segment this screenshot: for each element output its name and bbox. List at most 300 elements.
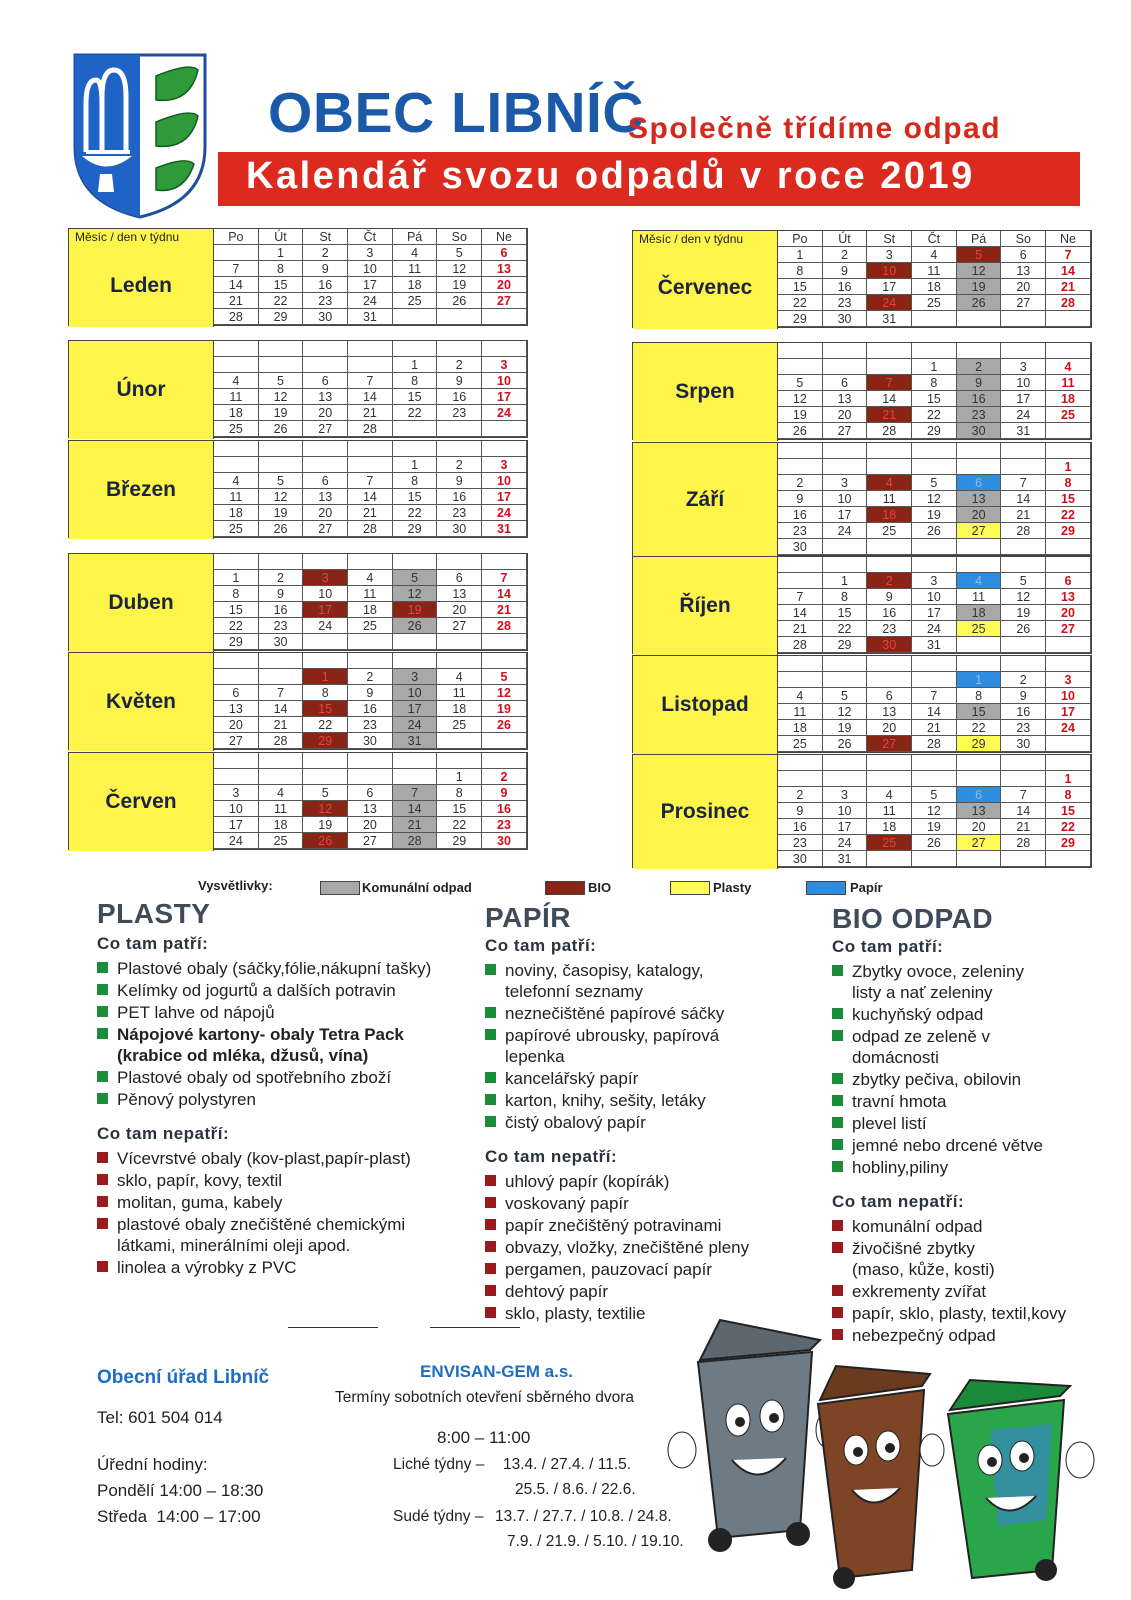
week-row bbox=[778, 247, 1091, 263]
day-cell: 11 bbox=[1046, 375, 1091, 391]
day-cell: 16 bbox=[259, 602, 304, 618]
day-cell: 25 bbox=[1046, 407, 1091, 423]
list-item: nebezpečný odpad bbox=[832, 1325, 1087, 1346]
day-cell: 18 bbox=[1046, 391, 1091, 407]
day-cell bbox=[957, 637, 1002, 653]
weekday-header: Út bbox=[259, 229, 304, 245]
week-row bbox=[778, 720, 1091, 736]
day-cell: 28 bbox=[1001, 835, 1046, 851]
day-cell bbox=[214, 341, 259, 357]
month-name: Květen bbox=[69, 653, 214, 751]
day-cell: 25 bbox=[867, 523, 912, 539]
day-cell: 25 bbox=[259, 833, 304, 849]
day-cell: 18 bbox=[867, 819, 912, 835]
day-cell: 1 bbox=[437, 769, 482, 785]
day-cell: 14 bbox=[778, 605, 823, 621]
month-calendar bbox=[68, 340, 528, 438]
day-cell: 17 bbox=[867, 279, 912, 295]
day-cell: 5 bbox=[259, 473, 304, 489]
day-cell: 19 bbox=[259, 405, 304, 421]
day-cell: 15 bbox=[912, 391, 957, 407]
day-cell: 10 bbox=[912, 589, 957, 605]
day-cell: 9 bbox=[348, 685, 393, 701]
day-cell: 25 bbox=[214, 521, 259, 537]
day-cell: 22 bbox=[259, 293, 304, 309]
day-cell: 4 bbox=[778, 688, 823, 704]
week-row bbox=[778, 375, 1091, 391]
day-cell: 12 bbox=[259, 389, 304, 405]
day-cell bbox=[482, 309, 527, 325]
month-name: Říjen bbox=[633, 557, 778, 655]
list-item: PET lahve od nápojů bbox=[97, 1002, 467, 1023]
calendar-header-row bbox=[633, 231, 1091, 247]
week-row bbox=[778, 459, 1091, 475]
day-cell bbox=[823, 539, 868, 555]
day-cell: 16 bbox=[437, 389, 482, 405]
day-cell bbox=[823, 672, 868, 688]
day-cell: 6 bbox=[823, 375, 868, 391]
day-cell: 14 bbox=[1046, 263, 1091, 279]
day-cell: 30 bbox=[259, 634, 304, 650]
list-item: hobliny,piliny bbox=[832, 1157, 1047, 1178]
day-cell bbox=[867, 443, 912, 459]
week-row bbox=[778, 407, 1091, 423]
day-cell: 27 bbox=[957, 835, 1002, 851]
day-cell: 27 bbox=[1001, 295, 1046, 311]
day-cell: 13 bbox=[482, 261, 527, 277]
day-cell: 12 bbox=[393, 586, 438, 602]
day-cell: 22 bbox=[214, 618, 259, 634]
month-name: Srpen bbox=[633, 343, 778, 441]
day-grid bbox=[778, 755, 1091, 867]
day-cell: 31 bbox=[912, 637, 957, 653]
day-cell: 8 bbox=[393, 473, 438, 489]
day-cell: 22 bbox=[778, 295, 823, 311]
day-cell: 29 bbox=[437, 833, 482, 849]
day-cell bbox=[214, 753, 259, 769]
day-cell: 7 bbox=[214, 261, 259, 277]
day-cell: 26 bbox=[437, 293, 482, 309]
week-row bbox=[214, 489, 527, 505]
day-cell: 31 bbox=[482, 521, 527, 537]
day-cell bbox=[957, 851, 1002, 867]
day-cell bbox=[393, 769, 438, 785]
day-cell: 4 bbox=[437, 669, 482, 685]
day-cell: 20 bbox=[823, 407, 868, 423]
month-calendar bbox=[632, 556, 1092, 654]
day-cell bbox=[259, 441, 304, 457]
day-cell: 6 bbox=[1001, 247, 1046, 263]
week-row bbox=[778, 391, 1091, 407]
day-cell: 11 bbox=[867, 491, 912, 507]
day-cell bbox=[214, 769, 259, 785]
day-cell: 14 bbox=[348, 389, 393, 405]
day-cell bbox=[482, 634, 527, 650]
office-name: Obecní úřad Libníč bbox=[97, 1367, 270, 1388]
day-cell: 5 bbox=[393, 570, 438, 586]
day-cell: 3 bbox=[823, 475, 868, 491]
day-cell bbox=[957, 771, 1002, 787]
day-cell: 9 bbox=[867, 589, 912, 605]
bio-section bbox=[832, 903, 1092, 1347]
week-row bbox=[214, 801, 527, 817]
calendar-subtitle: Kalendář svozu odpadů v roce 2019 bbox=[246, 155, 975, 197]
day-cell: 30 bbox=[437, 521, 482, 537]
week-row bbox=[778, 311, 1091, 327]
day-cell: 1 bbox=[823, 573, 868, 589]
list-item: molitan, guma, kabely bbox=[97, 1192, 467, 1213]
day-cell: 30 bbox=[778, 851, 823, 867]
day-cell: 28 bbox=[348, 521, 393, 537]
week-row bbox=[214, 717, 527, 733]
month-name: Listopad bbox=[633, 656, 778, 754]
week-row bbox=[214, 293, 527, 309]
day-cell: 16 bbox=[778, 819, 823, 835]
day-cell: 14 bbox=[1001, 803, 1046, 819]
day-cell: 1 bbox=[778, 247, 823, 263]
day-cell bbox=[1046, 736, 1091, 752]
day-cell: 1 bbox=[912, 359, 957, 375]
day-cell: 4 bbox=[912, 247, 957, 263]
week-row bbox=[214, 701, 527, 717]
day-cell: 2 bbox=[778, 475, 823, 491]
day-cell: 3 bbox=[1046, 672, 1091, 688]
day-cell bbox=[912, 755, 957, 771]
day-grid bbox=[214, 341, 527, 437]
day-cell: 25 bbox=[957, 621, 1002, 637]
week-row bbox=[214, 769, 527, 785]
legend-komunalni-swatch bbox=[320, 881, 360, 895]
list-item: sklo, plasty, textilie bbox=[485, 1303, 785, 1324]
list-item: jemné nebo drcené větve bbox=[832, 1135, 1047, 1156]
day-cell bbox=[957, 443, 1002, 459]
list-item: Nápojové kartony- obaly Tetra Pack (krabice od mléka, džusů, vína) bbox=[97, 1024, 467, 1066]
day-cell bbox=[1046, 423, 1091, 439]
day-cell bbox=[778, 443, 823, 459]
legend-title: Vysvětlivky: bbox=[198, 878, 273, 893]
day-cell bbox=[1046, 656, 1091, 672]
week-row bbox=[214, 405, 527, 421]
day-cell: 25 bbox=[348, 618, 393, 634]
week-row bbox=[778, 621, 1091, 637]
day-cell: 10 bbox=[482, 473, 527, 489]
day-cell: 23 bbox=[259, 618, 304, 634]
day-cell: 19 bbox=[912, 819, 957, 835]
day-cell bbox=[1001, 343, 1046, 359]
week-row bbox=[214, 685, 527, 701]
day-cell: 26 bbox=[259, 521, 304, 537]
day-cell: 12 bbox=[303, 801, 348, 817]
day-cell bbox=[1001, 459, 1046, 475]
day-cell: 29 bbox=[912, 423, 957, 439]
weekday-header: Pá bbox=[393, 229, 438, 245]
day-cell bbox=[1046, 443, 1091, 459]
day-cell: 14 bbox=[214, 277, 259, 293]
legend-papir-label: Papír bbox=[850, 880, 883, 895]
day-cell: 15 bbox=[259, 277, 304, 293]
list-item: Plastové obaly (sáčky,fólie,nákupní tašky) bbox=[97, 958, 467, 979]
day-cell: 24 bbox=[1001, 407, 1046, 423]
week-row bbox=[778, 573, 1091, 589]
month-calendar bbox=[68, 440, 528, 538]
day-cell: 4 bbox=[348, 570, 393, 586]
day-cell: 24 bbox=[482, 505, 527, 521]
day-cell: 6 bbox=[1046, 573, 1091, 589]
day-cell bbox=[823, 359, 868, 375]
week-row bbox=[778, 688, 1091, 704]
day-cell bbox=[957, 755, 1002, 771]
day-cell: 13 bbox=[957, 491, 1002, 507]
list-item: uhlový papír (kopírák) bbox=[485, 1171, 785, 1192]
legend-papir-swatch bbox=[806, 881, 846, 895]
day-cell: 28 bbox=[1001, 523, 1046, 539]
day-cell: 22 bbox=[912, 407, 957, 423]
day-cell: 5 bbox=[778, 375, 823, 391]
day-cell bbox=[823, 343, 868, 359]
day-cell: 15 bbox=[1046, 491, 1091, 507]
day-cell: 1 bbox=[1046, 459, 1091, 475]
waste-bins-mascot-icon bbox=[660, 1300, 1100, 1590]
day-cell bbox=[437, 554, 482, 570]
week-row bbox=[214, 634, 527, 650]
list-item: zbytky pečiva, obilovin bbox=[832, 1069, 1047, 1090]
day-cell: 26 bbox=[912, 835, 957, 851]
day-cell: 28 bbox=[393, 833, 438, 849]
week-row bbox=[778, 771, 1091, 787]
papir-yes-title: Co tam patří: bbox=[485, 936, 597, 955]
day-cell: 5 bbox=[823, 688, 868, 704]
day-cell: 22 bbox=[823, 621, 868, 637]
day-grid bbox=[214, 653, 527, 749]
month-calendar bbox=[68, 228, 528, 326]
day-cell bbox=[1046, 343, 1091, 359]
day-cell: 3 bbox=[214, 785, 259, 801]
day-cell bbox=[1001, 539, 1046, 555]
day-cell: 11 bbox=[437, 685, 482, 701]
week-row bbox=[214, 817, 527, 833]
day-cell: 30 bbox=[348, 733, 393, 749]
day-cell: 3 bbox=[823, 787, 868, 803]
day-cell: 8 bbox=[912, 375, 957, 391]
day-cell bbox=[214, 653, 259, 669]
day-cell bbox=[348, 341, 393, 357]
day-cell bbox=[1001, 311, 1046, 327]
day-cell bbox=[303, 554, 348, 570]
day-cell: 6 bbox=[957, 787, 1002, 803]
day-cell: 29 bbox=[823, 637, 868, 653]
week-row bbox=[778, 589, 1091, 605]
day-cell: 17 bbox=[482, 489, 527, 505]
day-cell: 26 bbox=[957, 295, 1002, 311]
divider bbox=[430, 1327, 520, 1328]
list-item: Pěnový polystyren bbox=[97, 1089, 467, 1110]
day-cell: 18 bbox=[912, 279, 957, 295]
day-cell bbox=[482, 753, 527, 769]
day-cell: 29 bbox=[957, 736, 1002, 752]
list-item: linolea a výrobky z PVC bbox=[97, 1257, 467, 1278]
day-cell bbox=[778, 573, 823, 589]
day-cell: 26 bbox=[912, 523, 957, 539]
day-cell: 1 bbox=[1046, 771, 1091, 787]
municipal-coat-of-arms-icon bbox=[72, 52, 208, 220]
bio-yes-list bbox=[832, 961, 1047, 1178]
day-cell: 26 bbox=[303, 833, 348, 849]
day-cell: 23 bbox=[778, 523, 823, 539]
day-cell: 30 bbox=[778, 539, 823, 555]
day-cell bbox=[1001, 557, 1046, 573]
day-cell bbox=[1001, 656, 1046, 672]
day-cell bbox=[482, 341, 527, 357]
day-cell: 9 bbox=[259, 586, 304, 602]
day-cell: 13 bbox=[1001, 263, 1046, 279]
day-cell: 1 bbox=[393, 357, 438, 373]
day-cell bbox=[348, 634, 393, 650]
day-cell: 19 bbox=[1001, 605, 1046, 621]
day-cell bbox=[437, 341, 482, 357]
day-cell bbox=[1046, 851, 1091, 867]
day-cell: 19 bbox=[393, 602, 438, 618]
day-cell: 14 bbox=[259, 701, 304, 717]
day-cell: 15 bbox=[957, 704, 1002, 720]
day-cell: 20 bbox=[482, 277, 527, 293]
day-cell: 15 bbox=[214, 602, 259, 618]
weekday-header: Pá bbox=[957, 231, 1002, 247]
day-grid bbox=[214, 245, 527, 325]
week-row bbox=[778, 704, 1091, 720]
day-cell bbox=[214, 441, 259, 457]
day-cell: 21 bbox=[393, 817, 438, 833]
day-cell bbox=[437, 634, 482, 650]
day-cell: 27 bbox=[823, 423, 868, 439]
week-row bbox=[214, 261, 527, 277]
plasty-title: PLASTY bbox=[97, 898, 211, 929]
day-cell: 22 bbox=[1046, 819, 1091, 835]
office-hours-line: Pondělí 14:00 – 18:30 bbox=[97, 1481, 264, 1500]
day-cell bbox=[778, 755, 823, 771]
legend-bio-swatch bbox=[545, 881, 585, 895]
day-cell: 8 bbox=[957, 688, 1002, 704]
day-cell bbox=[778, 656, 823, 672]
day-cell: 6 bbox=[482, 245, 527, 261]
weekday-header: Ne bbox=[1046, 231, 1091, 247]
day-cell: 18 bbox=[437, 701, 482, 717]
day-cell: 5 bbox=[482, 669, 527, 685]
day-cell bbox=[214, 357, 259, 373]
day-cell: 7 bbox=[867, 375, 912, 391]
day-cell: 22 bbox=[957, 720, 1002, 736]
day-cell: 3 bbox=[393, 669, 438, 685]
list-item: Kelímky od jogurtů a dalších potravin bbox=[97, 980, 467, 1001]
envisan-name: ENVISAN-GEM a.s. bbox=[420, 1362, 574, 1381]
day-cell: 23 bbox=[303, 293, 348, 309]
day-cell bbox=[393, 634, 438, 650]
week-row bbox=[214, 521, 527, 537]
day-cell bbox=[1001, 755, 1046, 771]
day-cell bbox=[259, 457, 304, 473]
list-item: komunální odpad bbox=[832, 1216, 1087, 1237]
day-cell bbox=[823, 459, 868, 475]
day-cell: 24 bbox=[912, 621, 957, 637]
day-cell: 15 bbox=[393, 389, 438, 405]
day-cell: 4 bbox=[393, 245, 438, 261]
legend-komunalni-label: Komunální odpad bbox=[362, 880, 472, 895]
day-cell bbox=[867, 672, 912, 688]
day-cell: 18 bbox=[348, 602, 393, 618]
day-cell: 20 bbox=[957, 819, 1002, 835]
day-cell: 4 bbox=[214, 473, 259, 489]
day-cell bbox=[957, 656, 1002, 672]
day-cell: 5 bbox=[912, 787, 957, 803]
day-cell: 19 bbox=[437, 277, 482, 293]
day-cell: 24 bbox=[214, 833, 259, 849]
even-weeks-label: Sudé týdny – bbox=[393, 1508, 484, 1525]
day-cell: 23 bbox=[482, 817, 527, 833]
day-cell bbox=[823, 771, 868, 787]
day-cell: 24 bbox=[867, 295, 912, 311]
list-item: plastové obaly znečištěné chemickými látkami, minerálními oleji apod. bbox=[97, 1214, 417, 1256]
day-cell: 15 bbox=[1046, 803, 1091, 819]
day-cell bbox=[482, 441, 527, 457]
week-row bbox=[778, 263, 1091, 279]
day-cell: 29 bbox=[214, 634, 259, 650]
legend-plasty-label: Plasty bbox=[713, 880, 752, 895]
day-cell bbox=[867, 771, 912, 787]
list-item: živočišné zbytky (maso, kůže, kosti) bbox=[832, 1238, 1002, 1280]
day-cell: 19 bbox=[259, 505, 304, 521]
day-cell: 13 bbox=[214, 701, 259, 717]
day-cell: 30 bbox=[957, 423, 1002, 439]
day-cell bbox=[867, 359, 912, 375]
bio-title: BIO ODPAD bbox=[832, 903, 994, 934]
day-cell: 3 bbox=[912, 573, 957, 589]
day-grid bbox=[778, 557, 1091, 653]
day-cell: 23 bbox=[348, 717, 393, 733]
day-cell bbox=[303, 753, 348, 769]
day-cell: 21 bbox=[912, 720, 957, 736]
week-row bbox=[778, 491, 1091, 507]
week-row bbox=[778, 736, 1091, 752]
day-cell: 3 bbox=[303, 570, 348, 586]
day-cell: 13 bbox=[303, 489, 348, 505]
month-calendar bbox=[68, 553, 528, 651]
day-cell: 9 bbox=[437, 473, 482, 489]
day-grid bbox=[778, 443, 1091, 555]
day-cell: 24 bbox=[823, 835, 868, 851]
list-item: neznečištěné papírové sáčky bbox=[485, 1003, 735, 1024]
day-cell: 14 bbox=[867, 391, 912, 407]
day-cell: 24 bbox=[823, 523, 868, 539]
day-cell: 11 bbox=[348, 586, 393, 602]
day-cell: 1 bbox=[259, 245, 304, 261]
day-cell bbox=[303, 653, 348, 669]
day-cell bbox=[1001, 771, 1046, 787]
day-cell: 26 bbox=[482, 717, 527, 733]
month-name: Červen bbox=[69, 753, 214, 851]
weekday-header: Po bbox=[778, 231, 823, 247]
day-cell: 17 bbox=[1001, 391, 1046, 407]
day-cell: 13 bbox=[823, 391, 868, 407]
month-header-label: Měsíc / den v týdnu bbox=[633, 231, 778, 247]
day-cell: 17 bbox=[214, 817, 259, 833]
week-row bbox=[214, 245, 527, 261]
day-cell: 13 bbox=[437, 586, 482, 602]
week-row bbox=[214, 309, 527, 325]
week-row bbox=[214, 357, 527, 373]
day-cell: 19 bbox=[778, 407, 823, 423]
week-row bbox=[214, 505, 527, 521]
day-cell: 20 bbox=[437, 602, 482, 618]
day-cell: 16 bbox=[482, 801, 527, 817]
